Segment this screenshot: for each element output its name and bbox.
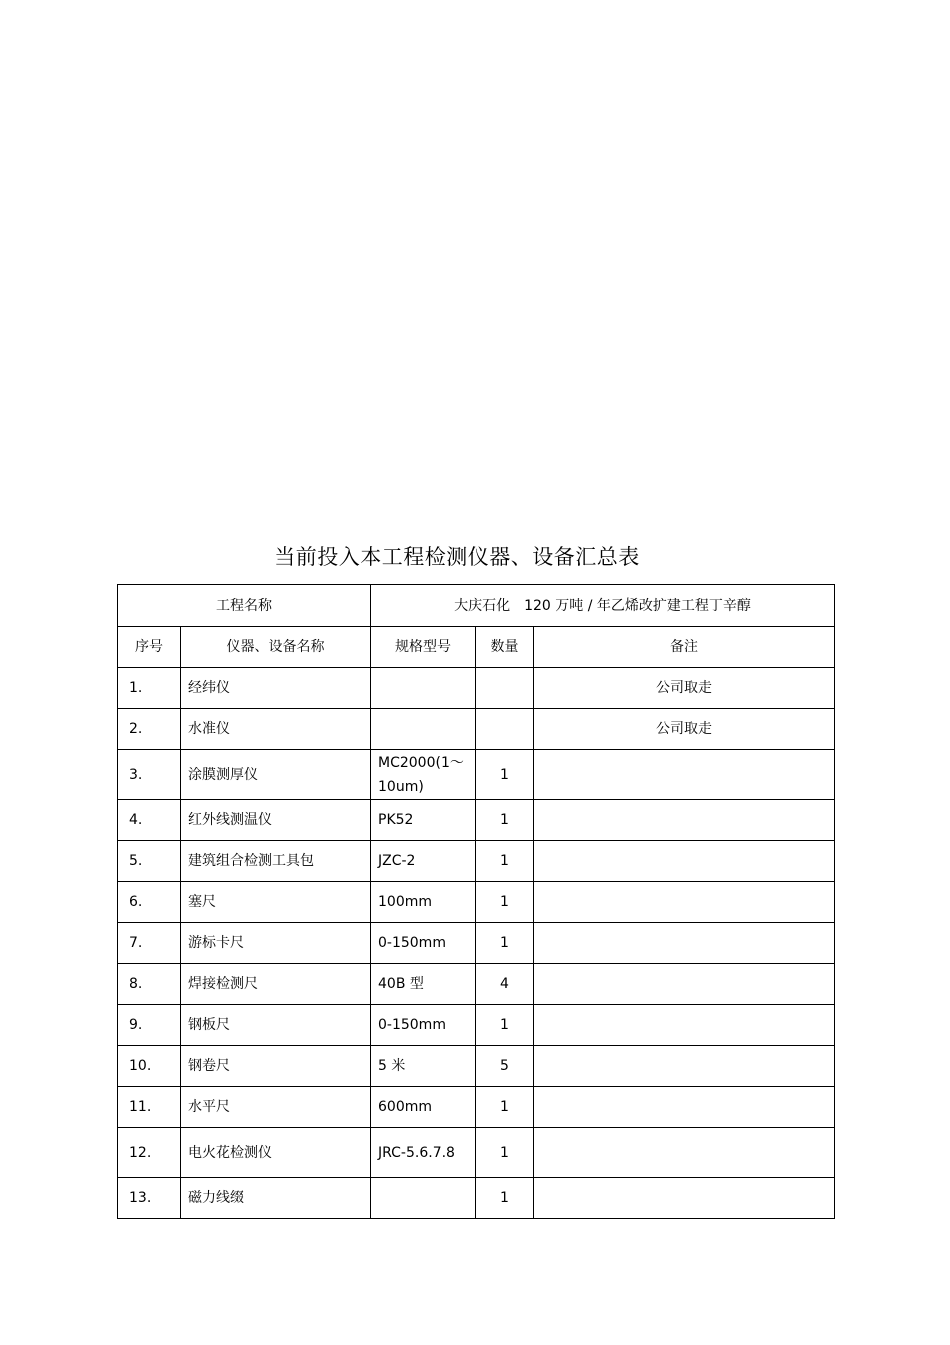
cell-name: 钢卷尺: [181, 1046, 371, 1087]
cell-no: 11.: [118, 1087, 181, 1128]
cell-remark: 公司取走: [534, 709, 835, 750]
cell-remark: 公司取走: [534, 668, 835, 709]
cell-remark: [534, 1178, 835, 1219]
cell-qty: 1: [476, 750, 534, 800]
cell-spec: 0-150mm: [371, 923, 476, 964]
cell-remark: [534, 750, 835, 800]
cell-no: 8.: [118, 964, 181, 1005]
cell-qty: 1: [476, 841, 534, 882]
header-spec: 规格型号: [371, 627, 476, 668]
cell-qty: 1: [476, 800, 534, 841]
table-row: [118, 841, 835, 882]
project-label: 工程名称: [118, 585, 371, 627]
cell-qty: 1: [476, 1087, 534, 1128]
cell-remark: [534, 841, 835, 882]
cell-qty: 1: [476, 1178, 534, 1219]
cell-remark: [534, 964, 835, 1005]
cell-no: 10.: [118, 1046, 181, 1087]
table-row: [118, 964, 835, 1005]
table-row: [118, 668, 835, 709]
project-value: 大庆石化 120 万吨 / 年乙烯改扩建工程丁辛醇: [371, 585, 835, 627]
cell-spec: 5 米: [371, 1046, 476, 1087]
cell-remark: [534, 1005, 835, 1046]
table-row: [118, 800, 835, 841]
cell-no: 5.: [118, 841, 181, 882]
cell-no: 12.: [118, 1128, 181, 1178]
equipment-table: [117, 584, 835, 1219]
table-row: [118, 1005, 835, 1046]
cell-spec: 0-150mm: [371, 1005, 476, 1046]
table-row: [118, 709, 835, 750]
cell-qty: [476, 668, 534, 709]
cell-remark: [534, 923, 835, 964]
cell-name: 红外线测温仪: [181, 800, 371, 841]
cell-spec: [371, 709, 476, 750]
table-row: [118, 1087, 835, 1128]
cell-spec: MC2000(1～10um): [371, 750, 476, 800]
cell-name: 电火花检测仪: [181, 1128, 371, 1178]
project-row: [118, 585, 835, 627]
cell-spec: [371, 1178, 476, 1219]
header-name: 仪器、设备名称: [181, 627, 371, 668]
cell-name: 焊接检测尺: [181, 964, 371, 1005]
cell-name: 磁力线缀: [181, 1178, 371, 1219]
table-row: [118, 1178, 835, 1219]
cell-qty: [476, 709, 534, 750]
header-row: [118, 627, 835, 668]
table-row: [118, 923, 835, 964]
cell-name: 游标卡尺: [181, 923, 371, 964]
cell-spec: JRC-5.6.7.8: [371, 1128, 476, 1178]
table-row: [118, 1046, 835, 1087]
header-remark: 备注: [534, 627, 835, 668]
cell-qty: 5: [476, 1046, 534, 1087]
cell-name: 塞尺: [181, 882, 371, 923]
cell-qty: 1: [476, 882, 534, 923]
cell-spec: 600mm: [371, 1087, 476, 1128]
cell-spec: [371, 668, 476, 709]
cell-spec: JZC-2: [371, 841, 476, 882]
cell-name: 水平尺: [181, 1087, 371, 1128]
header-no: 序号: [118, 627, 181, 668]
document-title: 当前投入本工程检测仪器、设备汇总表: [274, 545, 640, 569]
table-row: [118, 1128, 835, 1178]
table-row: [118, 750, 835, 800]
cell-name: 建筑组合检测工具包: [181, 841, 371, 882]
cell-qty: 4: [476, 964, 534, 1005]
cell-remark: [534, 1046, 835, 1087]
cell-no: 9.: [118, 1005, 181, 1046]
cell-name: 经纬仪: [181, 668, 371, 709]
cell-no: 4.: [118, 800, 181, 841]
cell-no: 1.: [118, 668, 181, 709]
cell-spec: 100mm: [371, 882, 476, 923]
cell-no: 2.: [118, 709, 181, 750]
cell-qty: 1: [476, 923, 534, 964]
cell-qty: 1: [476, 1005, 534, 1046]
cell-name: 涂膜测厚仪: [181, 750, 371, 800]
cell-no: 13.: [118, 1178, 181, 1219]
cell-remark: [534, 1087, 835, 1128]
cell-no: 7.: [118, 923, 181, 964]
cell-no: 6.: [118, 882, 181, 923]
cell-remark: [534, 882, 835, 923]
cell-remark: [534, 800, 835, 841]
header-qty: 数量: [476, 627, 534, 668]
cell-remark: [534, 1128, 835, 1178]
cell-name: 钢板尺: [181, 1005, 371, 1046]
cell-qty: 1: [476, 1128, 534, 1178]
cell-name: 水准仪: [181, 709, 371, 750]
cell-no: 3.: [118, 750, 181, 800]
table-row: [118, 882, 835, 923]
cell-spec: 40B 型: [371, 964, 476, 1005]
cell-spec: PK52: [371, 800, 476, 841]
